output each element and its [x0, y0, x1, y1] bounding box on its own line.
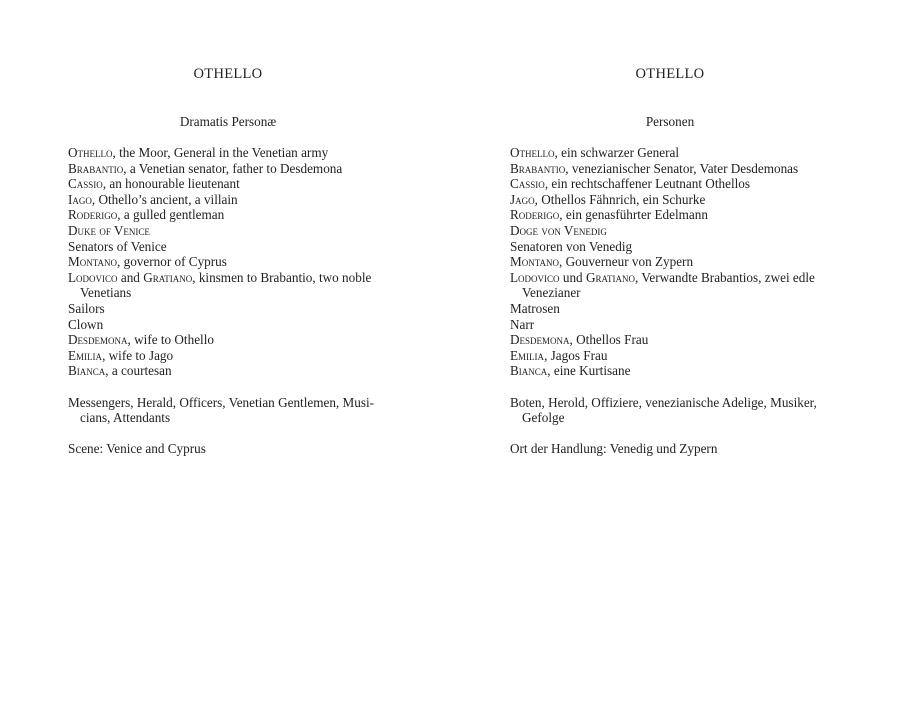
character-description: Narr: [510, 316, 535, 332]
scene-line: Ort der Handlung: Venedig und Zypern: [510, 441, 718, 457]
character-name: Brabantio: [510, 160, 566, 176]
character-entry: [68, 270, 398, 301]
character-name: Montano: [68, 254, 118, 270]
character-name: Gratiano: [143, 269, 193, 285]
character-entry: [510, 192, 840, 208]
character-description: , governor of Cyprus: [117, 254, 227, 270]
character-description: , Jagos Frau: [544, 347, 608, 363]
character-name: Doge von Venedig: [510, 222, 607, 238]
character-entry: [510, 348, 840, 364]
character-description: Senatoren von Venedig: [510, 238, 633, 254]
character-name: Lodovico: [68, 269, 118, 285]
scene-line: Scene: Venice and Cyprus: [68, 441, 206, 457]
character-list: [510, 145, 840, 457]
character-entry: [510, 363, 840, 379]
character-entry: [510, 317, 840, 333]
character-entry: [68, 207, 398, 223]
character-name: Desdemona: [68, 332, 128, 348]
character-name: Cassio: [510, 176, 545, 192]
character-description: , ein genasführter Edelmann: [559, 207, 708, 223]
character-name: Bianca: [510, 363, 548, 379]
character-description: , Gouverneur von Zypern: [559, 254, 694, 270]
character-entry: [68, 161, 398, 177]
character-name: Lodovico: [510, 269, 560, 285]
dramatis-personae-heading: Dramatis Personæ: [179, 114, 277, 129]
character-name: Cassio: [68, 176, 103, 192]
character-name: Iago: [68, 191, 92, 207]
character-name: Bianca: [68, 363, 106, 379]
character-name: Roderigo: [68, 207, 118, 223]
character-entry: [68, 363, 398, 379]
character-description: Matrosen: [510, 300, 560, 316]
character-entry: [510, 207, 840, 223]
character-entry: [510, 239, 840, 255]
character-description: , Othellos Fähnrich, ein Schurke: [534, 191, 706, 207]
character-description: and: [117, 269, 144, 285]
character-list: [68, 145, 398, 457]
character-entry: [68, 223, 398, 239]
character-description: , a Venetian senator, father to Desdemona: [123, 160, 343, 176]
character-name: Duke of Venice: [68, 222, 150, 238]
character-entry: [510, 301, 840, 317]
page-title: OTHELLO: [635, 66, 705, 82]
character-description: , wife to Jago: [102, 347, 174, 363]
character-description: , Othellos Frau: [569, 332, 649, 348]
character-description: , Verwandte Brabantios, zwei edle Venezianer: [522, 269, 815, 301]
character-entry: [510, 223, 840, 239]
character-name: Brabantio: [68, 160, 124, 176]
character-description: , an honourable lieutenant: [102, 176, 240, 192]
character-description: , eine Kurtisane: [547, 363, 631, 379]
character-entry: [68, 317, 398, 333]
character-description: , Othello’s ancient, a villain: [91, 191, 238, 207]
character-description: , wife to Othello: [127, 332, 214, 348]
character-name: Roderigo: [510, 207, 560, 223]
character-description: , ein schwarzer General: [554, 145, 679, 160]
character-entry: [68, 145, 398, 161]
character-entry: [68, 301, 398, 317]
extras-list: Messengers, Herald, Officers, Venetian Gentlemen, Musi- cians, Attendants: [68, 394, 375, 426]
character-name: Montano: [510, 254, 560, 270]
character-description: und: [559, 269, 586, 285]
character-entry: [68, 192, 398, 208]
character-entry: [510, 176, 840, 192]
character-description: , kinsmen to Brabantio, two noble Venetians: [80, 269, 372, 301]
character-description: , venezianischer Senator, Vater Desdemonas: [565, 160, 799, 176]
character-entry: [510, 254, 840, 270]
character-entry: [68, 348, 398, 364]
character-description: , ein rechtschaffener Leutnant Othellos: [544, 176, 750, 192]
character-description: Sailors: [68, 300, 105, 316]
character-name: Jago: [510, 191, 535, 207]
character-description: , a courtesan: [105, 363, 172, 379]
character-entry: [68, 332, 398, 348]
extras-list: Boten, Herold, Offiziere, venezianische Adelige, Musiker, Gefolge: [510, 394, 817, 426]
character-description: , a gulled gentleman: [117, 207, 225, 223]
character-name: Othello: [68, 145, 113, 160]
character-description: , the Moor, General in the Venetian army: [112, 145, 329, 160]
character-entry: [510, 161, 840, 177]
character-entry: [68, 239, 398, 255]
character-entry: [510, 145, 840, 161]
character-description: Senators of Venice: [68, 238, 167, 254]
character-name: Gratiano: [585, 269, 635, 285]
character-description: Clown: [68, 316, 104, 332]
character-name: Emilia: [68, 347, 103, 363]
personen-heading: Personen: [645, 114, 695, 129]
character-name: Desdemona: [510, 332, 570, 348]
page-title: OTHELLO: [193, 66, 263, 82]
character-entry: [510, 332, 840, 348]
character-entry: [68, 254, 398, 270]
character-entry: [510, 270, 840, 301]
character-name: Emilia: [510, 347, 545, 363]
character-entry: [68, 176, 398, 192]
character-name: Othello: [510, 145, 555, 160]
